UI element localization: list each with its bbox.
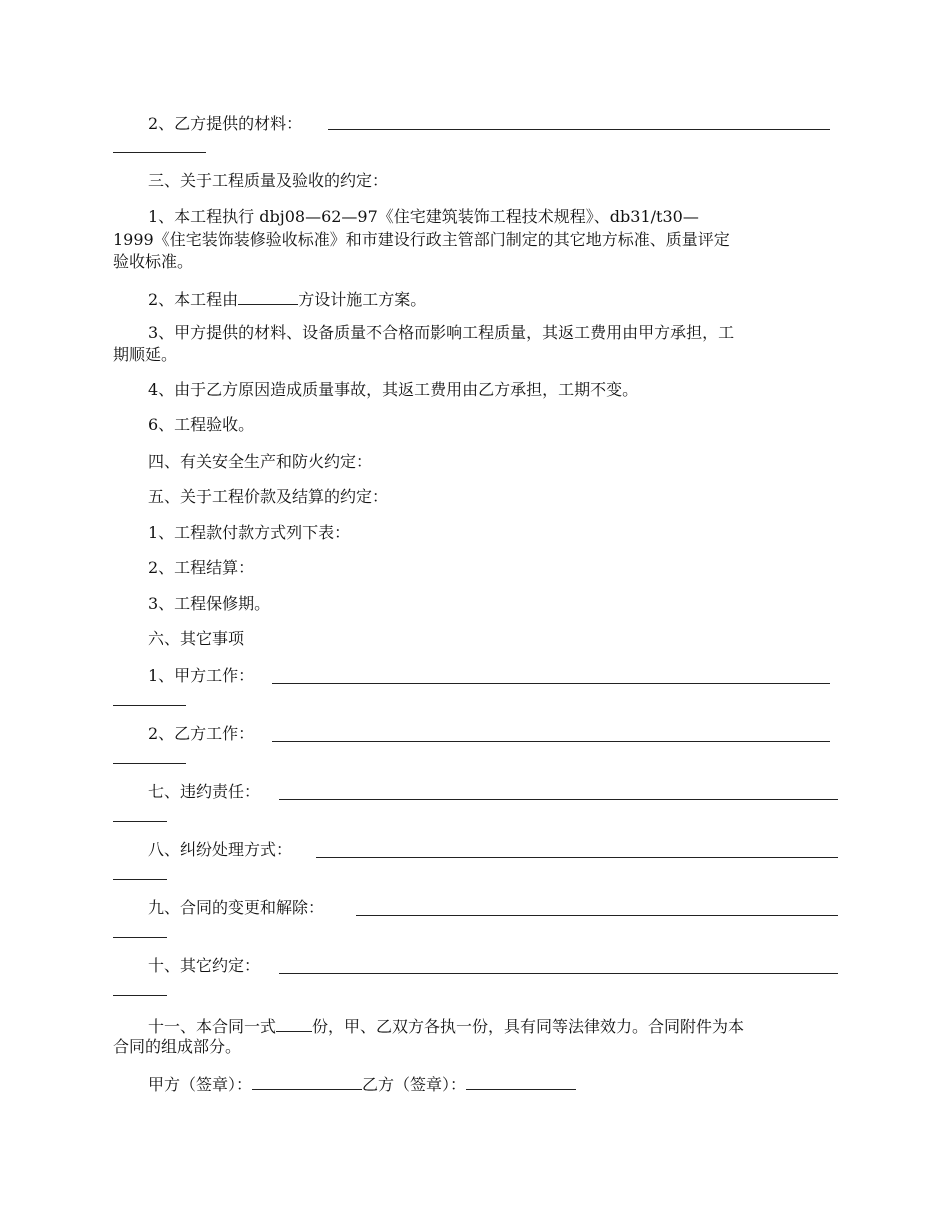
dispute-blank-line2[interactable] — [113, 879, 167, 880]
dispute-blank-line1[interactable] — [316, 857, 838, 858]
materials-blank-line1[interactable] — [328, 129, 830, 130]
section-4-title: 四、有关安全生产和防火约定： — [148, 452, 373, 471]
section-3-title: 三、关于工程质量及验收的约定： — [148, 171, 389, 190]
other-agreement-blank-line1[interactable] — [279, 973, 838, 974]
party-a-signature-blank[interactable] — [252, 1071, 362, 1090]
s3-item1-line3: 验收标准。 — [113, 252, 194, 271]
section-11-line1 — [148, 1013, 744, 1038]
item-2-materials-label: 2、乙方提供的材料： — [148, 114, 303, 133]
breach-blank-line2[interactable] — [113, 821, 167, 822]
section-11-prefix: 十一、本合同一式 — [148, 1017, 277, 1036]
section-9-title: 九、合同的变更和解除： — [148, 898, 325, 917]
party-a-signature-label: 甲方（签章）： — [148, 1075, 253, 1094]
signature-row — [148, 1071, 576, 1096]
section-11-suffix: 份，甲、乙双方各执一份，具有同等法律效力。合同附件为本 — [312, 1017, 745, 1036]
other-agreement-blank-line2[interactable] — [113, 995, 167, 996]
s5-item3: 3、工程保修期。 — [148, 594, 271, 613]
breach-blank-line1[interactable] — [279, 799, 838, 800]
change-blank-line2[interactable] — [113, 937, 167, 938]
s6-item2-label: 2、乙方工作： — [148, 724, 255, 743]
design-party-blank[interactable] — [238, 286, 298, 305]
s3-item1-line2: 1999《住宅装饰装修验收标准》和市建设行政主管部门制定的其它地方标准、质量评定 — [113, 230, 730, 249]
s3-item4: 4、由于乙方原因造成质量事故，其返工费用由乙方承担，工期不变。 — [148, 380, 639, 399]
s3-item2-prefix: 2、本工程由 — [148, 290, 239, 309]
change-blank-line1[interactable] — [356, 915, 838, 916]
section-8-title: 八、纠纷处理方式： — [148, 840, 293, 859]
party-a-work-blank-line1[interactable] — [272, 683, 830, 684]
copies-blank[interactable] — [276, 1013, 312, 1032]
party-a-work-blank-line2[interactable] — [113, 705, 186, 706]
section-11-line2: 合同的组成部分。 — [113, 1037, 242, 1056]
s3-item2-suffix: 方设计施工方案。 — [298, 290, 427, 309]
party-b-work-blank-line2[interactable] — [113, 763, 186, 764]
party-b-signature-blank[interactable] — [466, 1071, 576, 1090]
section-10-title: 十、其它约定： — [148, 956, 261, 975]
materials-blank-line2[interactable] — [113, 152, 206, 153]
s5-item2: 2、工程结算： — [148, 558, 255, 577]
section-6-title: 六、其它事项 — [148, 629, 245, 648]
s5-item1: 1、工程款付款方式列下表： — [148, 523, 351, 542]
s6-item1-label: 1、甲方工作： — [148, 666, 255, 685]
s3-item2 — [148, 286, 426, 311]
party-b-signature-label: 乙方（签章）： — [362, 1075, 467, 1094]
section-7-title: 七、违约责任： — [148, 782, 261, 801]
party-b-work-blank-line1[interactable] — [272, 741, 830, 742]
s3-item3-line2: 期顺延。 — [113, 345, 178, 364]
s3-item6: 6、工程验收。 — [148, 415, 255, 434]
s3-item1-line1: 1、本工程执行 dbj08—62—97《住宅建筑装饰工程技术规程》、db31/t30— — [148, 207, 699, 226]
section-5-title: 五、关于工程价款及结算的约定： — [148, 487, 389, 506]
s3-item3-line1: 3、甲方提供的材料、设备质量不合格而影响工程质量，其返工费用由甲方承担，工 — [148, 323, 735, 342]
